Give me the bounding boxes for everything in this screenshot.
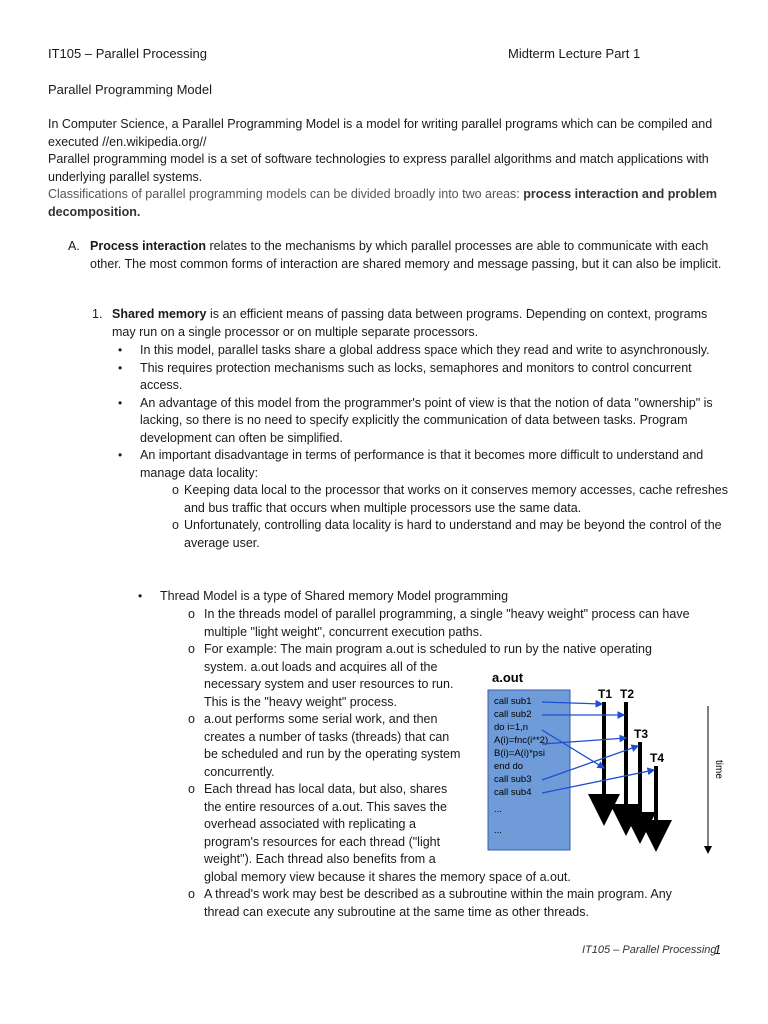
thread-line: global memory view because it shares the memory space of a.out. — [204, 869, 571, 884]
bullet-dot: • — [138, 589, 143, 603]
bullet-5 — [134, 588, 728, 606]
bullet-dot: • — [118, 360, 123, 375]
thread-line: A thread's work may best be described as a subroutine within the main program. Any — [204, 887, 672, 901]
bullet-dot: • — [118, 343, 123, 357]
item-a-body — [90, 238, 728, 273]
thread-line: This is the "heavy weight" process. — [204, 694, 397, 709]
bullet-4 — [114, 447, 728, 552]
header-lecture: Midterm Lecture Part 1 — [508, 46, 641, 61]
time-axis-arrowhead — [704, 846, 712, 854]
thread-line: multiple "light weight", concurrent execution paths. — [204, 624, 483, 639]
thread-line: For example: The main program a.out is scheduled to run by the native operating — [204, 642, 652, 656]
thread-line: be scheduled and run by the operating system — [204, 747, 461, 761]
bullet-2-text: This requires protection mechanisms such as locks, semaphores and monitors to control concurrent access. — [140, 360, 692, 392]
item-1-body — [112, 306, 728, 341]
page-number: 1 — [714, 942, 722, 957]
shared-memory-bullets — [114, 342, 728, 552]
bullet-4-text: An important disadvantage in terms of performance is that it becomes more difficult to understand and manage data locality: — [140, 448, 704, 480]
bullet-4-sub-2 — [172, 517, 728, 552]
item-1-marker: 1. — [92, 307, 103, 321]
thread-line: creates a number of tasks (threads) that can — [204, 729, 450, 744]
item-1 — [92, 306, 728, 341]
intro-p3-lead: Classifications of parallel programming models can be divided broadly into two areas: — [48, 187, 524, 201]
bullet-4-sub-1 — [172, 482, 728, 517]
code-line: B(i)=A(i)*psi — [494, 748, 545, 759]
bullet-5-text: Thread Model is a type of Shared memory Model programming — [160, 589, 509, 603]
code-line: A(i)=fnc(i**2) — [494, 735, 549, 746]
item-1-bold: Shared memory — [112, 307, 207, 321]
code-line: do i=1,n — [494, 722, 529, 733]
thread-line: thread can execute any subroutine at the same time as other threads. — [204, 904, 589, 919]
thread-line: necessary system and user resources to run. — [204, 677, 454, 691]
item-a-bold: Process interaction — [90, 239, 207, 253]
thread-line: the entire resources of a.out. This saves the — [204, 799, 447, 814]
intro-p1: In Computer Science, a Parallel Programming Model is a model for writing parallel programs which can be compiled and executed //en.wikipedia.org// — [48, 117, 713, 149]
diagram-title: a.out — [492, 670, 524, 685]
threads-diagram — [480, 668, 730, 858]
bullet-dot: • — [118, 448, 123, 462]
thread-line: a.out performs some serial work, and then — [204, 712, 438, 726]
thread-label-t4: T4 — [650, 751, 665, 765]
bullet-3 — [114, 395, 728, 448]
thread-line: system. a.out loads and acquires all of the — [204, 659, 438, 674]
intro — [48, 116, 728, 221]
header-course: IT105 – Parallel Processing — [48, 46, 207, 61]
sub-marker: o — [188, 782, 195, 796]
thread-line: overhead associated with replicating a — [204, 817, 416, 831]
thread-label-t1: T1 — [598, 687, 613, 701]
code-line: call sub1 — [494, 696, 532, 707]
sub-marker: o — [188, 712, 195, 726]
sub-marker: o — [188, 642, 195, 656]
thread-line: Each thread has local data, but also, shares — [204, 782, 448, 796]
sub-marker: o — [172, 483, 179, 497]
code-line: ... — [494, 804, 502, 815]
bullet-1 — [114, 342, 728, 360]
bullet-5-item — [134, 588, 728, 606]
intro-p2: Parallel programming model is a set of software technologies to express parallel algorithms and match applications with underlying parallel systems. — [48, 152, 709, 184]
time-label: time — [713, 760, 724, 779]
item-a — [68, 238, 728, 273]
code-line: end do — [494, 761, 524, 772]
bullet-2 — [114, 360, 728, 395]
thread-label-t2: T2 — [620, 687, 635, 701]
item-a-marker: A. — [68, 239, 80, 253]
section-title: Parallel Programming Model — [48, 82, 213, 97]
sub-marker: o — [188, 887, 195, 901]
bullet-4-sub-1-text: Keeping data local to the processor that works on it conserves memory accesses, cache refreshes and bus traffic that occurs when multiple processors use the same data. — [184, 483, 729, 515]
bullet-3-text: An advantage of this model from the programmer's point of view is that the notion of data "ownership" is lacking, so there is no need to specify explicitly the communication of data between tasks. Program development can often be simplified. — [140, 395, 713, 445]
thread-line: program's resources for each thread ("light — [204, 834, 441, 849]
sub-marker: o — [188, 607, 195, 621]
sub-marker: o — [172, 518, 179, 532]
code-line: ... — [494, 825, 502, 836]
bullet-4-sub-2-text: Unfortunately, controlling data locality is hard to understand and may be beyond the control of the average user. — [184, 518, 722, 550]
code-line: call sub2 — [494, 709, 532, 720]
intro-p3 — [48, 186, 728, 221]
bullet-dot: • — [118, 395, 123, 410]
thread-line: In the threads model of parallel programming, a single "heavy weight" process can have — [204, 607, 690, 621]
footer-text: IT105 – Parallel Processing — [582, 944, 717, 956]
code-line: call sub3 — [494, 774, 532, 785]
item-a-text: relates to the mechanisms by which parallel processes are able to communicate with each other. The most common forms of interaction are shared memory and message passing, but it can also be implicit. — [90, 239, 722, 271]
bullet-1-text: In this model, parallel tasks share a global address space which they read and write to asynchronously. — [140, 343, 710, 357]
intro-p3-bold: process interaction and problem decomposition. — [48, 187, 718, 219]
thread-label-t3: T3 — [634, 727, 649, 741]
item-1-text: is an efficient means of passing data between programs. Depending on context, programs may run on a single processor or on multiple separate processors. — [112, 307, 708, 339]
thread-line: concurrently. — [204, 764, 275, 779]
code-line: call sub4 — [494, 787, 532, 798]
thread-line: weight"). Each thread also benefits from a — [204, 852, 436, 866]
